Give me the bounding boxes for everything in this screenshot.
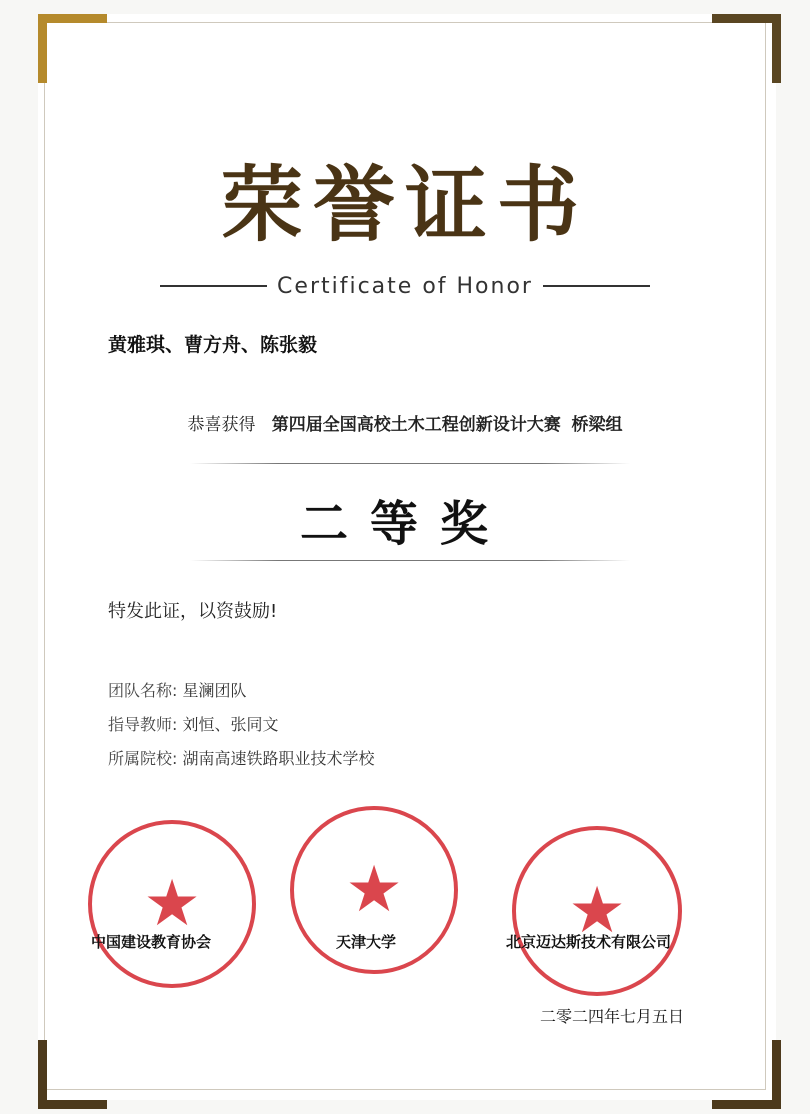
seal-star-icon: ★ [568,874,626,948]
corner-ornament-bottom-left [38,1040,107,1109]
title-divider-right [543,285,650,287]
school-info [108,746,375,769]
advisor-value: 刘恒、张同文 [182,715,279,734]
issuer-org-3: 北京迈达斯技术有限公司 [506,933,672,951]
seal-star-icon: ★ [143,867,201,941]
advisor-info [108,712,279,735]
corner-ornament-top-right [712,14,781,83]
school-label: 所属院校: [108,749,178,768]
seal-star-icon: ★ [345,853,403,927]
school-value: 湖南高速铁路职业技术学校 [182,749,375,768]
corner-ornament-bottom-right [712,1040,781,1109]
seal-stamp-1 [88,820,256,988]
competition-group: 桥梁组 [571,415,623,435]
congratulations-line [0,410,810,435]
english-title-row [160,270,650,302]
award-divider-top [190,463,630,464]
team-value: 星澜团队 [182,681,247,700]
certificate-title-english: Certificate of Honor [277,273,533,299]
issuer-org-1: 中国建设教育协会 [91,933,212,951]
award-level: 二等奖 [299,496,510,552]
special-issuance-text: 特发此证，以资鼓励! [108,601,278,622]
team-label: 团队名称: [108,681,178,700]
issuer-org-2: 天津大学 [336,933,397,951]
title-divider-left [160,285,267,287]
certificate-title: 荣誉证书 [220,157,589,253]
recipient-names: 黄雅琪、曹方舟、陈张毅 [108,334,318,356]
corner-ornament-top-left [38,14,107,83]
competition-name: 第四届全国高校土木工程创新设计大赛 [271,415,561,435]
issue-date: 二零二四年七月五日 [540,1007,685,1026]
congrats-prefix: 恭喜获得 [187,415,256,435]
award-divider-bottom [190,560,630,561]
seal-stamp-3 [512,826,682,996]
team-info [108,678,247,701]
advisor-label: 指导教师: [108,715,178,734]
